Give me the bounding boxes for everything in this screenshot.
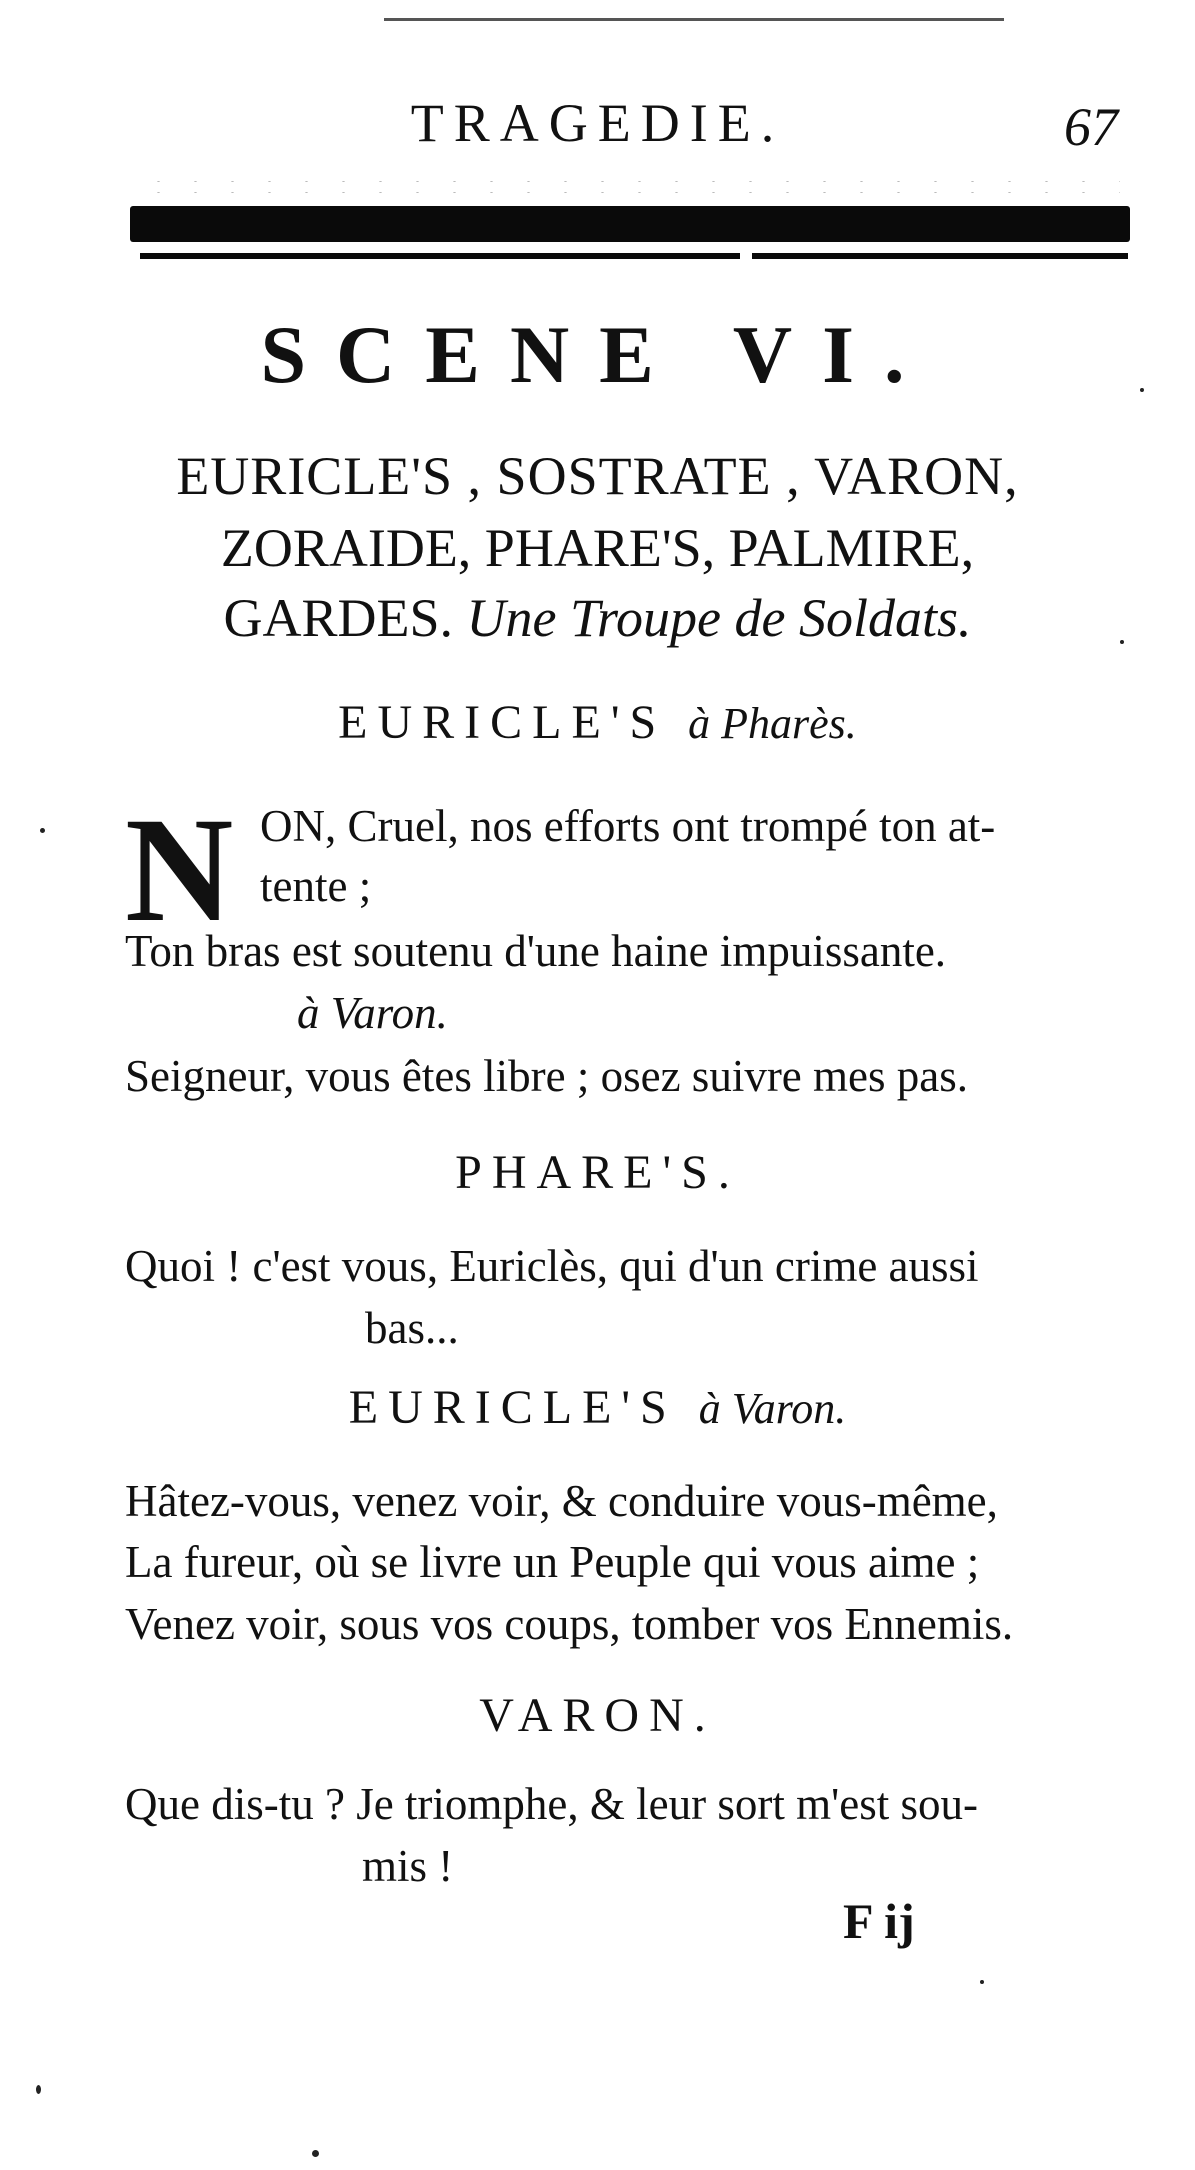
header-ornament-bar: [130, 206, 1130, 242]
speaker-name: PHARE'S.: [455, 1146, 740, 1199]
running-title: TRAGEDIE.: [410, 93, 785, 153]
verse-line-continuation: bas...: [365, 1303, 459, 1353]
cast-list-line-1: EURICLE'S , SOSTRATE , VARON,: [176, 446, 1019, 506]
signature-mark: F ij: [843, 1893, 915, 1949]
print-speck: [36, 2085, 41, 2094]
top-edge-rule: [384, 18, 1004, 21]
speaker-name: EURICLE'S: [348, 1381, 677, 1434]
verse-line: Ton bras est soutenu d'une haine impuissante.: [125, 926, 947, 976]
speaker-heading: [0, 1380, 1195, 1435]
cast-troupe: Une Troupe de Soldats.: [466, 588, 972, 648]
ornament-speckles: [140, 176, 1120, 202]
stage-direction: à Pharès.: [688, 699, 857, 748]
drop-cap: N: [125, 787, 234, 953]
print-speck: [1140, 388, 1144, 392]
speaker-heading: [0, 1145, 1195, 1200]
verse-line: ON, Cruel, nos efforts ont trompé ton at-: [260, 801, 996, 851]
page-number: 67: [1064, 97, 1118, 157]
print-speck: [40, 828, 45, 833]
verse-line: Venez voir, sous vos coups, tomber vos Ennemis.: [125, 1599, 1014, 1649]
verse-line: La fureur, où se livre un Peuple qui vous aime ;: [125, 1537, 980, 1587]
header-rule-right: [752, 253, 1128, 259]
print-speck: [1120, 640, 1124, 644]
cast-list-line-2: ZORAIDE, PHARE'S, PALMIRE,: [220, 518, 975, 578]
verse-line: Hâtez-vous, venez voir, & conduire vous-même,: [125, 1476, 998, 1526]
speaker-heading: [0, 695, 1195, 750]
verse-line: Seigneur, vous êtes libre ; osez suivre mes pas.: [125, 1051, 969, 1101]
print-speck: [312, 2150, 319, 2157]
stage-direction: à Varon.: [297, 988, 448, 1038]
verse-line-continuation: mis !: [362, 1841, 454, 1891]
verse-line-continuation: tente ;: [260, 861, 372, 911]
speaker-heading: [0, 1688, 1195, 1743]
header-rule-left: [140, 253, 740, 259]
print-speck: [980, 1980, 984, 1984]
stage-direction: à Varon.: [698, 1384, 847, 1433]
speaker-name: VARON.: [479, 1689, 716, 1742]
verse-line: Quoi ! c'est vous, Euriclès, qui d'un crime aussi: [125, 1241, 979, 1291]
scene-heading: SCENE VI.: [260, 309, 935, 400]
cast-list-line-3: [0, 587, 1195, 649]
verse-line: Que dis-tu ? Je triomphe, & leur sort m'est sou-: [125, 1779, 978, 1829]
speaker-name: EURICLE'S: [338, 696, 667, 749]
cast-gardes: GARDES.: [223, 588, 454, 648]
